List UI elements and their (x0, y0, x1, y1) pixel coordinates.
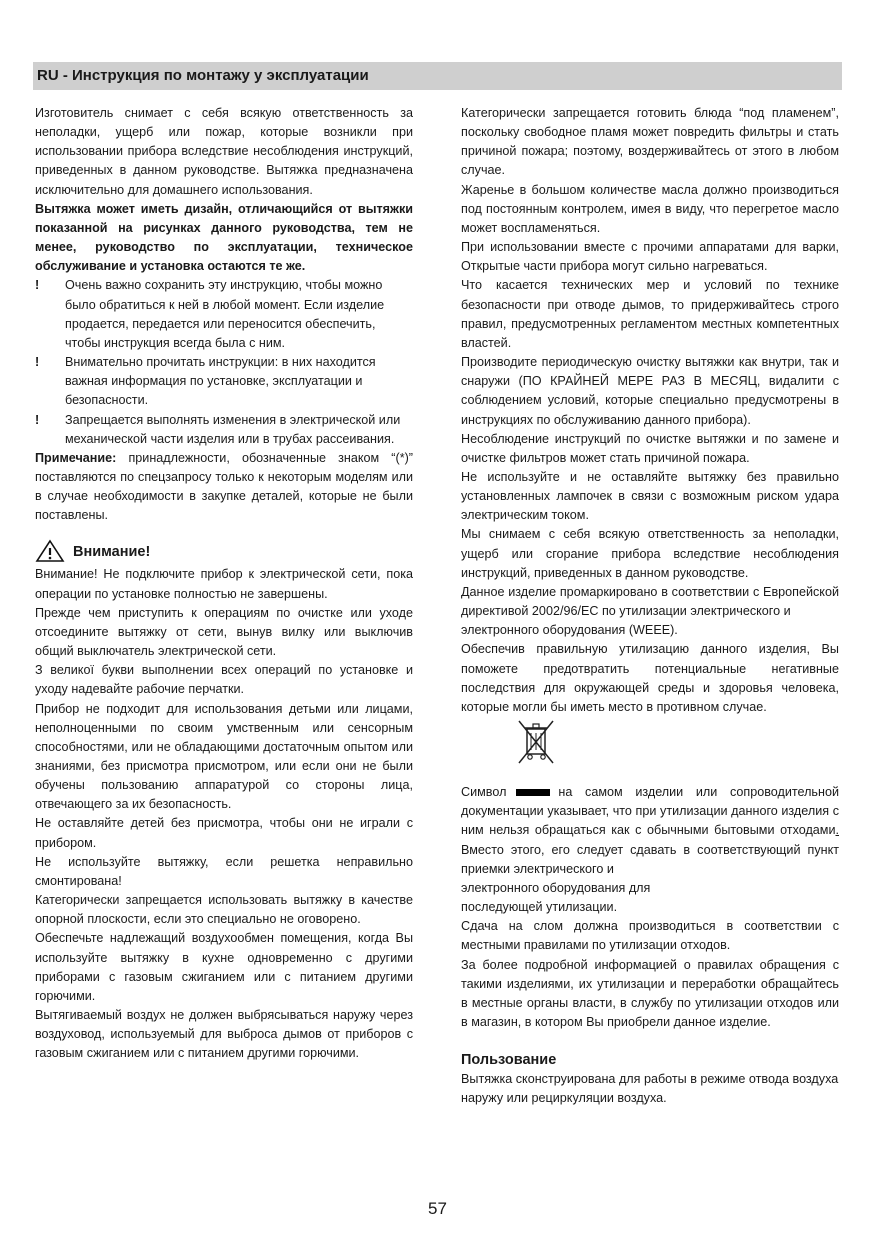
bullet-text: Запрещается выполнять изменения в электрической или механической части изделия или в трубах рассеивания. (65, 412, 401, 446)
section-header: RU - Инструкция по монтажу у эксплуатации (33, 62, 842, 90)
safety-paragraph: Категорически запрещается готовить блюда “под пламенем”, поскольку свободное пламя может повредить фильтры и стать причиной пожара; поэтому, воздерживайтесь от этого в любом случае. (461, 106, 839, 178)
usage-heading: Пользование (461, 1052, 557, 1069)
safety-paragraph: Что касается технических мер и условий по технике безопасности при отводе дымов, то придерживайтесь строго правил, предусмотренных регламентом местных компетентных властей. (461, 278, 839, 350)
disposal-paragraph: Сдача на слом должна производиться в соответствии с местными правилами по утилизации отходов. (461, 919, 839, 953)
note-label: Примечание: (35, 450, 117, 465)
symbol-underlined: . (835, 823, 839, 838)
disposal-paragraph: За более подробной информацией о правилах обращения с такими изделиями, их утилизации и переработки обращайтесь в местные органы власти, в службу по утилизации отходов или в магазин, в котором Вы приобрели данное изделие. (461, 957, 839, 1030)
warning-paragraph: Обеспечьте надлежащий воздухообмен помещения, когда Вы используйте вытяжку в кухне одновременно с другими приборами с газовым сжиганием или с питанием другими горючими. (35, 931, 413, 1003)
symbol-paragraph (461, 783, 839, 879)
warning-title: Внимание! (73, 544, 151, 561)
bullet-text: Внимательно прочитать инструкции: в них находится важная информация по установке, эксплуатации и безопасности. (65, 355, 376, 408)
page-number: 57 (428, 1199, 447, 1218)
bullet-item (35, 353, 413, 410)
safety-paragraph: Производите периодическую очистку вытяжки как внутри, так и снаружи (ПО КРАЙНЕЙ МЕРЕ РАЗ В МЕСЯЦ, видалити с соблюдением условий, которые специально предусмотрены в инструкциях по обслуживанию данного прибора). (461, 355, 839, 427)
weee-directive-paragraph: Данное изделие промаркировано в соответствии с Европейской директивой 2002/96/EC по утилизации электрического и (461, 584, 839, 619)
safety-paragraph: Несоблюдение инструкций по очистке вытяжки и по замене и очистке фильтров может стать причиной пожара. (461, 431, 839, 465)
bullet-item (35, 411, 413, 449)
warning-paragraph: Не оставляйте детей без присмотра, чтобы они не играли с прибором. (35, 816, 413, 850)
warning-triangle-icon (35, 539, 65, 563)
design-note-paragraph: Вытяжка может иметь дизайн, отличающийся от вытяжки показанной на рисунках данного руководства, тем не менее, руководство по эксплуатации, техническое обслуживание и установка остаются те же. (35, 201, 413, 274)
symbol-paragraph-cont: электронного оборудования для (461, 880, 651, 895)
exclamation-icon: ! (35, 412, 40, 427)
warning-heading (35, 539, 413, 563)
right-column (461, 104, 839, 1109)
warning-paragraph: Категорически запрещается использовать вытяжку в качестве опорной плоскости, если это специально не оговорено. (35, 893, 413, 927)
symbol-rest: Вместо этого, его следует сдавать в соответствующий пункт приемки электрического и (461, 842, 839, 876)
warning-paragraph: З великої букви выполнении всех операций по установке и уходу надевайте рабочие перчатки. (35, 663, 413, 697)
accessory-note (35, 449, 413, 526)
usage-paragraph: Вытяжка сконструирована для работы в режиме отвода воздуха наружу или рециркуляции воздуха. (461, 1072, 839, 1106)
exclamation-icon: ! (35, 355, 40, 370)
weee-benefit-paragraph: Обеспечив правильную утилизацию данного изделия, Вы поможете предотвратить потенциальные негативные последствия для окружающей среды и здоровья человека, которые могли бы иметь место в противном случае. (461, 642, 839, 714)
warning-paragraph: Внимание! Не подключите прибор к электрической сети, пока операции по установке полностью не завершены. (35, 567, 413, 601)
intro-paragraph: Изготовитель снимает с себя всякую ответственность за неполадки, ущерб или пожар, которые возникли при использовании прибора вследствие несоблюдения инструкций, приведенных в данном руководстве. Вытяжка предназначена исключительно для домашнего использования. (35, 106, 413, 197)
note-text: принадлежности, обозначенные знаком “(*)” поставляются по спецзапросу только к некоторым моделям или в случае необходимости в закупке деталей, которые не были поставлены. (35, 450, 413, 523)
symbol-paragraph-cont: последующей утилизации. (461, 900, 618, 915)
warning-paragraph: Прибор не подходит для использования детьми или лицами, неполноценными по своим умственным или сенсорным способностями, или не обладающими достаточным опытом или знаниями, без присмотра присмотром, или если они не были обучены пользованию аппаратурой со стороны лица, отвечающего за их безопасность. (35, 701, 413, 812)
weee-directive-paragraph: электронного оборудования (WEEE). (461, 623, 678, 638)
symbol-prefix: Символ (461, 785, 507, 800)
warning-paragraph: Не используйте вытяжку, если решетка неправильно смонтирована! (35, 854, 413, 888)
exclamation-icon: ! (35, 278, 40, 293)
black-bar-symbol (516, 789, 550, 796)
left-column (35, 104, 413, 1064)
bullet-item (35, 276, 413, 353)
safety-paragraph: Мы снимаем с себя всякую ответственность за неполадки, ущерб или сгорание прибора вследствие несоблюдения инструкций, приведенных в данном руководстве. (461, 527, 839, 580)
safety-paragraph: При использовании вместе с прочими аппаратами для варки, Открытые части прибора могут сильно нагреваться. (461, 240, 839, 274)
warning-paragraph: Прежде чем приступить к операциям по очистке или уходе отсоедините вытяжку от сети, вынув вилку или выключив общий выключатель электрической сети. (35, 605, 413, 659)
safety-paragraph: Жаренье в большом количестве масла должно производиться под постоянным контролем, имея в виду, что перегретое масло может воспламеняться. (461, 182, 839, 235)
bullet-text: Очень важно сохранить эту инструкцию, чтобы можно было обратиться к ней в любой момент. Если изделие продается, передается или переносится обеспечить, чтобы инструкция всегда была с ним. (65, 278, 385, 350)
crossed-bin-icon (516, 719, 556, 765)
symbol-text: на самом изделии или сопроводительной документации указывает, что при утилизации данного изделия с ним нельзя обращаться как с обычными бытовыми отходами (461, 785, 839, 838)
warning-paragraph: Вытягиваемый воздух не должен выбрясываться наружу через воздуховод, используемый для выброса дымов от приборов с газовым сжиганием или с питанием другими горючими. (35, 1008, 413, 1061)
safety-paragraph: Не используйте и не оставляйте вытяжку без правильно установленных лампочек в связи с возможным риском удара электрическим током. (461, 469, 839, 523)
